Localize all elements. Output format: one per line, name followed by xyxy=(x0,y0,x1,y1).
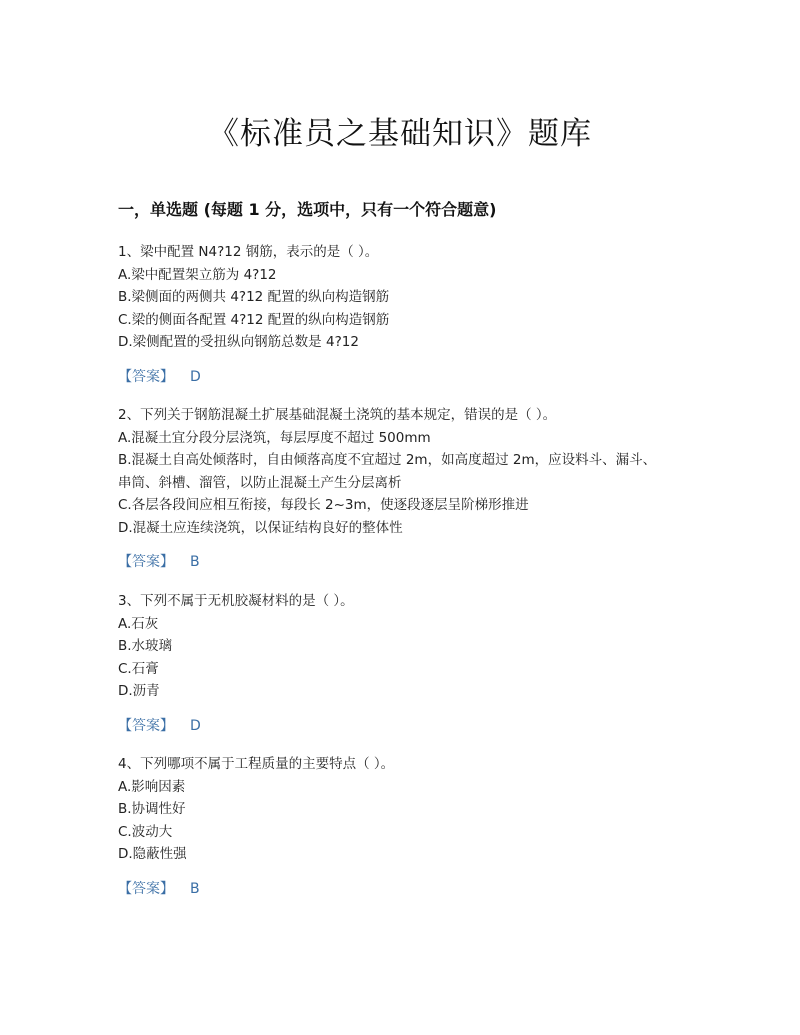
answer-value: B xyxy=(190,880,200,897)
answer-value: D xyxy=(190,368,201,385)
answer-row xyxy=(118,715,698,737)
question-4 xyxy=(118,753,698,900)
option-c: C.各层各段间应相互衔接，每段长 2~3m，使逐段逐层呈阶梯形推进 xyxy=(118,497,529,513)
option-a: A.混凝土宜分段分层浇筑，每层厚度不超过 500mm xyxy=(118,429,431,446)
option-c: C.梁的侧面各配置 4?12 配置的纵向构造钢筋 xyxy=(118,311,390,328)
option-b: B.水玻璃 xyxy=(118,638,173,654)
question-stem: 3、下列不属于无机胶凝材料的是（ ）。 xyxy=(118,593,354,609)
section-title: 一，单选题 (每题 1 分，选项中，只有一个符合题意) xyxy=(118,200,497,219)
answer-label: 【答案】 xyxy=(118,717,174,734)
option-b: B.混凝土自高处倾落时，自由倾落高度不宜超过 2m，如高度超过 2m，应设料斗、漏斗、 xyxy=(118,452,657,468)
answer-label: 【答案】 xyxy=(118,554,174,570)
question-stem: 4、下列哪项不属于工程质量的主要特点（ ）。 xyxy=(118,756,395,772)
question-stem: 1、梁中配置 N4?12 钢筋，表示的是（ ）。 xyxy=(118,244,379,260)
option-d: D.隐蔽性强 xyxy=(118,846,187,862)
answer-row xyxy=(118,551,698,573)
answer-row xyxy=(118,878,698,900)
option-a: A.梁中配置架立筋为 4?12 xyxy=(118,266,277,283)
option-d: D.沥青 xyxy=(118,683,160,699)
option-c: C.波动大 xyxy=(118,823,173,840)
question-1 xyxy=(118,241,698,388)
answer-label: 【答案】 xyxy=(118,880,174,897)
document-title: 《标准员之基础知识》题库 xyxy=(208,116,592,152)
option-a: A.石灰 xyxy=(118,615,159,632)
option-d: D.梁侧配置的受扭纵向钢筋总数是 4?12 xyxy=(118,334,359,350)
option-c: C.石膏 xyxy=(118,660,159,677)
option-b: B.梁侧面的两侧共 4?12 配置的纵向构造钢筋 xyxy=(118,289,390,305)
question-stem: 2、下列关于钢筋混凝土扩展基础混凝土浇筑的基本规定，错误的是（ ）。 xyxy=(118,407,557,423)
option-b: B.协调性好 xyxy=(118,801,186,817)
answer-value: D xyxy=(190,717,201,734)
answer-value: B xyxy=(190,554,200,570)
question-3 xyxy=(118,590,698,737)
option-a: A.影响因素 xyxy=(118,778,186,795)
option-d: D.混凝土应连续浇筑，以保证结构良好的整体性 xyxy=(118,519,403,536)
option-b-continued: 串筒、斜槽、溜管，以防止混凝土产生分层离析 xyxy=(118,474,402,491)
answer-row xyxy=(118,366,698,388)
question-2 xyxy=(118,404,698,573)
answer-label: 【答案】 xyxy=(118,368,174,385)
